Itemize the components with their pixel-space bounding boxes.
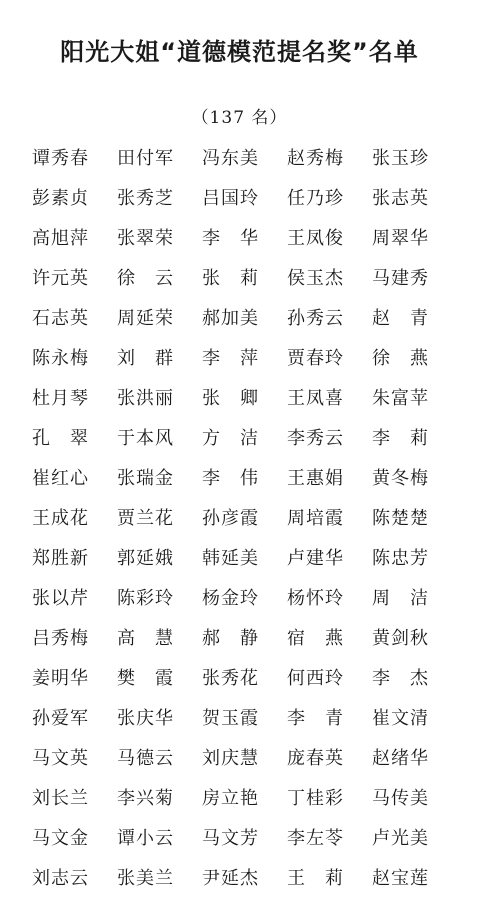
name-entry: 周翠华 [372, 228, 429, 249]
name-entry: 冯东美 [202, 148, 259, 169]
name-entry: 张 卿 [202, 388, 259, 409]
name-entry: 赵绪华 [372, 748, 429, 769]
name-entry: 马建秀 [372, 268, 429, 289]
name-entry: 陈彩玲 [117, 588, 174, 609]
name-entry: 李兴菊 [117, 788, 174, 809]
name-entry: 孙彦霞 [202, 508, 259, 529]
name-entry: 贺玉霞 [202, 708, 259, 729]
document-title: 阳光大姐“道德模范提名奖”名单 [60, 38, 419, 67]
name-entry: 赵秀梅 [287, 148, 344, 169]
name-entry: 张秀芝 [117, 188, 174, 209]
name-entry: 马文芳 [202, 828, 259, 849]
name-entry: 周培霞 [287, 508, 344, 529]
name-entry: 徐 云 [117, 268, 174, 289]
name-entry: 孙爱军 [32, 708, 89, 729]
name-entry: 李 莉 [372, 428, 429, 449]
name-entry: 张瑞金 [117, 468, 174, 489]
name-entry: 崔文清 [372, 708, 429, 729]
name-entry: 郝加美 [202, 308, 259, 329]
name-entry: 宿 燕 [287, 628, 344, 649]
name-entry: 郝 静 [202, 628, 259, 649]
name-entry: 田付军 [117, 148, 174, 169]
name-entry: 刘庆慧 [202, 748, 259, 769]
name-entry: 张庆华 [117, 708, 174, 729]
name-entry: 庞春英 [287, 748, 344, 769]
name-entry: 何西玲 [287, 668, 344, 689]
names-grid [32, 142, 457, 902]
name-entry: 朱富苹 [372, 388, 429, 409]
name-entry: 陈忠芳 [372, 548, 429, 569]
name-entry: 马传美 [372, 788, 429, 809]
name-entry: 徐 燕 [372, 348, 429, 369]
name-entry: 于本风 [117, 428, 174, 449]
name-entry: 李秀云 [287, 428, 344, 449]
name-entry: 张秀花 [202, 668, 259, 689]
name-entry: 张以芹 [32, 588, 89, 609]
name-entry: 郭延娥 [117, 548, 174, 569]
name-entry: 李 华 [202, 228, 259, 249]
name-entry: 任乃珍 [287, 188, 344, 209]
name-entry: 谭秀春 [32, 148, 89, 169]
name-entry: 王成花 [32, 508, 89, 529]
name-entry: 马文英 [32, 748, 89, 769]
name-entry: 谭小云 [117, 828, 174, 849]
name-entry: 杜月琴 [32, 388, 89, 409]
name-entry: 彭素贞 [32, 188, 89, 209]
name-entry: 卢建华 [287, 548, 344, 569]
name-entry: 张志英 [372, 188, 429, 209]
name-entry: 高旭萍 [32, 228, 89, 249]
name-entry: 房立艳 [202, 788, 259, 809]
name-entry: 侯玉杰 [287, 268, 344, 289]
name-entry: 尹延杰 [202, 868, 259, 889]
name-entry: 崔红心 [32, 468, 89, 489]
name-entry: 黄剑秋 [372, 628, 429, 649]
name-entry: 张洪丽 [117, 388, 174, 409]
name-entry: 姜明华 [32, 668, 89, 689]
name-entry: 赵宝莲 [372, 868, 429, 889]
name-entry: 贾春玲 [287, 348, 344, 369]
name-entry: 张玉珍 [372, 148, 429, 169]
name-entry: 丁桂彩 [287, 788, 344, 809]
name-entry: 陈楚楚 [372, 508, 429, 529]
name-entry: 王 莉 [287, 868, 344, 889]
name-entry: 孙秀云 [287, 308, 344, 329]
name-entry: 郑胜新 [32, 548, 89, 569]
name-entry: 方 洁 [202, 428, 259, 449]
name-entry: 李 杰 [372, 668, 429, 689]
name-entry: 马文金 [32, 828, 89, 849]
name-count: （137 名） [191, 108, 288, 128]
name-entry: 马德云 [117, 748, 174, 769]
name-entry: 李左苓 [287, 828, 344, 849]
name-entry: 孔 翠 [32, 428, 89, 449]
name-entry: 王惠娟 [287, 468, 344, 489]
name-entry: 刘长兰 [32, 788, 89, 809]
name-entry: 黄冬梅 [372, 468, 429, 489]
name-entry: 陈永梅 [32, 348, 89, 369]
name-entry: 李 伟 [202, 468, 259, 489]
name-entry: 贾兰花 [117, 508, 174, 529]
name-entry: 刘志云 [32, 868, 89, 889]
name-entry: 李 青 [287, 708, 344, 729]
name-entry: 李 萍 [202, 348, 259, 369]
name-entry: 王凤喜 [287, 388, 344, 409]
name-entry: 吕国玲 [202, 188, 259, 209]
name-entry: 樊 霞 [117, 668, 174, 689]
name-entry: 韩延美 [202, 548, 259, 569]
name-entry: 吕秀梅 [32, 628, 89, 649]
name-entry: 张美兰 [117, 868, 174, 889]
name-entry: 王凤俊 [287, 228, 344, 249]
name-entry: 高 慧 [117, 628, 174, 649]
name-entry: 杨怀玲 [287, 588, 344, 609]
name-entry: 杨金玲 [202, 588, 259, 609]
name-entry: 石志英 [32, 308, 89, 329]
name-entry: 周 洁 [372, 588, 429, 609]
name-entry: 许元英 [32, 268, 89, 289]
name-entry: 刘 群 [117, 348, 174, 369]
name-entry: 赵 青 [372, 308, 429, 329]
name-entry: 张翠荣 [117, 228, 174, 249]
name-entry: 周延荣 [117, 308, 174, 329]
name-entry: 张 莉 [202, 268, 259, 289]
name-entry: 卢光美 [372, 828, 429, 849]
